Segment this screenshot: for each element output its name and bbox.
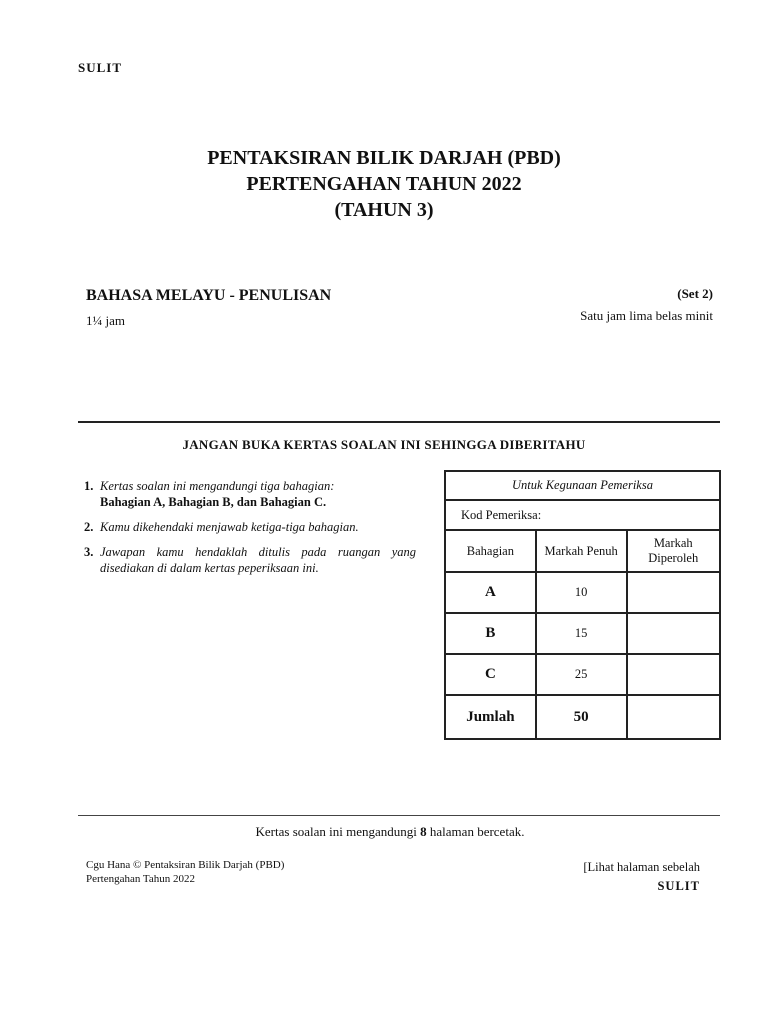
obtained-marks-cell[interactable] (627, 613, 721, 654)
full-marks-value: 10 (536, 572, 627, 613)
table-row (445, 654, 720, 695)
instruction-item (84, 519, 416, 535)
instruction-text: Kamu dikehendaki menjawab ketiga-tiga bahagian. (100, 520, 359, 534)
page-count-note: Kertas soalan ini mengandungi 8 halaman bercetak. (255, 824, 525, 839)
examiner-code-field[interactable]: Kod Pemeriksa: (445, 500, 720, 530)
footer-credit-line1: Cgu Hana © Pentaksiran Bilik Darjah (PBD) (86, 859, 285, 871)
exam-title: PENTAKSIRAN BILIK DARJAH (PBD) (207, 147, 561, 169)
instruction-sections: Bahagian A, Bahagian B, dan Bahagian C. (100, 495, 327, 509)
full-marks-value: 25 (536, 654, 627, 695)
top-divider (78, 421, 720, 423)
instruction-number: 2. (84, 520, 94, 534)
footer-credit-line2: Pertengahan Tahun 2022 (86, 873, 196, 885)
subject-name: BAHASA MELAYU - PENULISAN (86, 287, 332, 304)
footer-credit (86, 858, 284, 886)
total-full-marks: 50 (536, 695, 627, 739)
examiner-table-heading: Untuk Kegunaan Pemeriksa (445, 471, 720, 500)
column-header-section: Bahagian (445, 530, 536, 572)
examiner-table (444, 470, 721, 740)
instruction-text: Jawapan kamu hendaklah ditulis pada ruangan yang disediakan di dalam kertas peperiksaan ini. (100, 545, 416, 575)
classification-label-top: SULIT (78, 60, 123, 75)
bottom-divider (78, 815, 720, 816)
exam-subtitle: PERTENGAHAN TAHUN 2022 (246, 173, 522, 195)
duration: 1¼ jam (86, 313, 125, 328)
page-count: 8 (420, 824, 427, 839)
instruction-number: 1. (84, 479, 94, 493)
footer-next-page (583, 858, 700, 896)
duration-words: Satu jam lima belas minit (580, 308, 713, 323)
warning-notice: JANGAN BUKA KERTAS SOALAN INI SEHINGGA DIBERITAHU (182, 437, 586, 452)
instruction-item (84, 478, 416, 510)
column-header-full-marks: Markah Penuh (536, 530, 627, 572)
column-header-obtained-marks: Markah Diperoleh (627, 530, 721, 572)
instruction-number: 3. (84, 545, 94, 559)
total-obtained-cell[interactable] (627, 695, 721, 739)
total-row (445, 695, 720, 739)
set-number: (Set 2) (677, 286, 713, 301)
section-label: A (445, 572, 536, 613)
obtained-marks-cell[interactable] (627, 654, 721, 695)
total-label: Jumlah (445, 695, 536, 739)
section-label: C (445, 654, 536, 695)
instruction-text: Kertas soalan ini mengandungi tiga bahagian: (100, 479, 335, 493)
exam-year-level: (TAHUN 3) (334, 199, 434, 221)
table-row (445, 613, 720, 654)
instructions-list (84, 478, 416, 585)
classification-label-bottom: SULIT (657, 879, 700, 893)
obtained-marks-cell[interactable] (627, 572, 721, 613)
table-row (445, 572, 720, 613)
instruction-item (84, 544, 416, 576)
full-marks-value: 15 (536, 613, 627, 654)
next-page-note: [Lihat halaman sebelah (583, 860, 700, 874)
section-label: B (445, 613, 536, 654)
